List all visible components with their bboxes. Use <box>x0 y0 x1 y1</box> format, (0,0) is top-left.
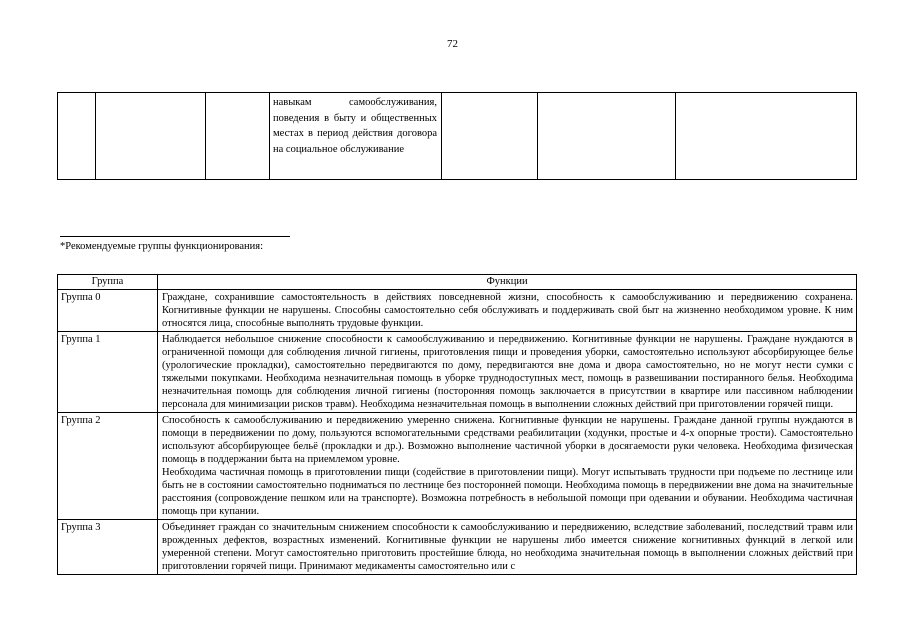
table-row <box>58 332 857 413</box>
table-cell <box>442 93 538 180</box>
functions-paragraph: Объединяет граждан со значительным снижением способности к самообслуживанию и передвижению, вследствие заболеваний, последствий травм или врожденных дефектов, возрастных изменений. Когнитивные функции не нарушены либо имеется снижение когнитивных функций в легкой или умеренной степени. Могут самостоятельно приготовить простейшие блюда, но необходима значительная помощь в выполнении сложных действий при приготовлении горячей пищи. Принимают медикаменты самостоятельно или с <box>162 522 853 572</box>
footnote-rule <box>60 236 290 237</box>
group-label: Группа 0 <box>58 290 158 332</box>
group-label: Группа 1 <box>58 332 158 413</box>
table-header-row <box>58 275 857 290</box>
header-functions: Функции <box>158 275 857 290</box>
functioning-groups-table <box>57 274 857 575</box>
group-functions <box>158 332 857 413</box>
page-number: 72 <box>447 38 458 50</box>
table-cell <box>206 93 270 180</box>
table-row <box>58 93 857 180</box>
table-row <box>58 520 857 575</box>
group-label: Группа 3 <box>58 520 158 575</box>
group-functions <box>158 520 857 575</box>
continued-table <box>57 92 857 180</box>
group-functions <box>158 290 857 332</box>
table-cell <box>676 93 857 180</box>
functions-paragraph: Способность к самообслуживанию и передвижению умеренно снижена. Когнитивные функции не нарушены. Граждане данной группы нуждаются в помощи в передвижении по дому, пользуются вспомогательными средствами реабилитации (ходунки, простые и 4-х опорные трости). Самостоятельно используют абсорбирующее бельё (прокладки и др.). Возможно выполнение частичной уборки в досягаемости руки человека. Необходима физическая помощь в поддержании быта на приемлемом уровне. <box>162 415 853 465</box>
group-label: Группа 2 <box>58 413 158 520</box>
table-cell <box>538 93 676 180</box>
table-row <box>58 413 857 520</box>
functions-paragraph: Необходима частичная помощь в приготовлении пищи (содействие в приготовлении пищи). Могут испытывать трудности при подъеме по лестнице или быть не в состоянии самостоятельно подниматься по лестнице без посторонней помощи. Необходима помощь в передвижении вне дома на значительные расстояния (сопровождение пешком или на транспорте). Возможна потребность в небольшой помощи при одевании и обувании. Необходима частичная помощь при купании. <box>162 467 853 517</box>
footnote: *Рекомендуемые группы функционирования: <box>60 241 264 252</box>
functions-paragraph: Граждане, сохранившие самостоятельность в действиях повседневной жизни, способность к самообслуживанию и передвижению сохранена. Когнитивные функции не нарушены. Способны самостоятельно себя обслуживать и поддерживать свой быт на жизненно необходимом уровне. К ним относятся лица, способные выполнять трудовые функции. <box>162 292 853 329</box>
table-cell <box>58 93 96 180</box>
table-cell <box>96 93 206 180</box>
header-group: Группа <box>58 275 158 290</box>
group-functions <box>158 413 857 520</box>
table-row <box>58 290 857 332</box>
continued-cell-text: навыкам самообслуживания, поведения в быту и общественных местах в период действия договора на социальное обслуживание <box>270 93 442 180</box>
functions-paragraph: Наблюдается небольшое снижение способности к самообслуживанию и передвижению. Когнитивные функции не нарушены. Граждане нуждаются в ограниченной помощи для соблюдения личной гигиены, приготовления пищи и проведения уборки, самостоятельно используют абсорбирующее белье (урологические прокладки), самостоятельно передвигаются по дому, передвигаются вне дома и двора самостоятельно, но не могут нести сумки с тяжелыми покупками. Необходима незначительная помощь в уборке труднодоступных мест, помощь в развешивании постиранного белья. Необходима незначительная помощь для соблюдения личной гигиены (посторонняя помощь заключается в присутствии в квартире или пассивном наблюдении персонала для минимизации рисков травм). Необходима незначительная помощь в выполнении сложных действий при приготовлении горячей пищи. <box>162 334 853 410</box>
